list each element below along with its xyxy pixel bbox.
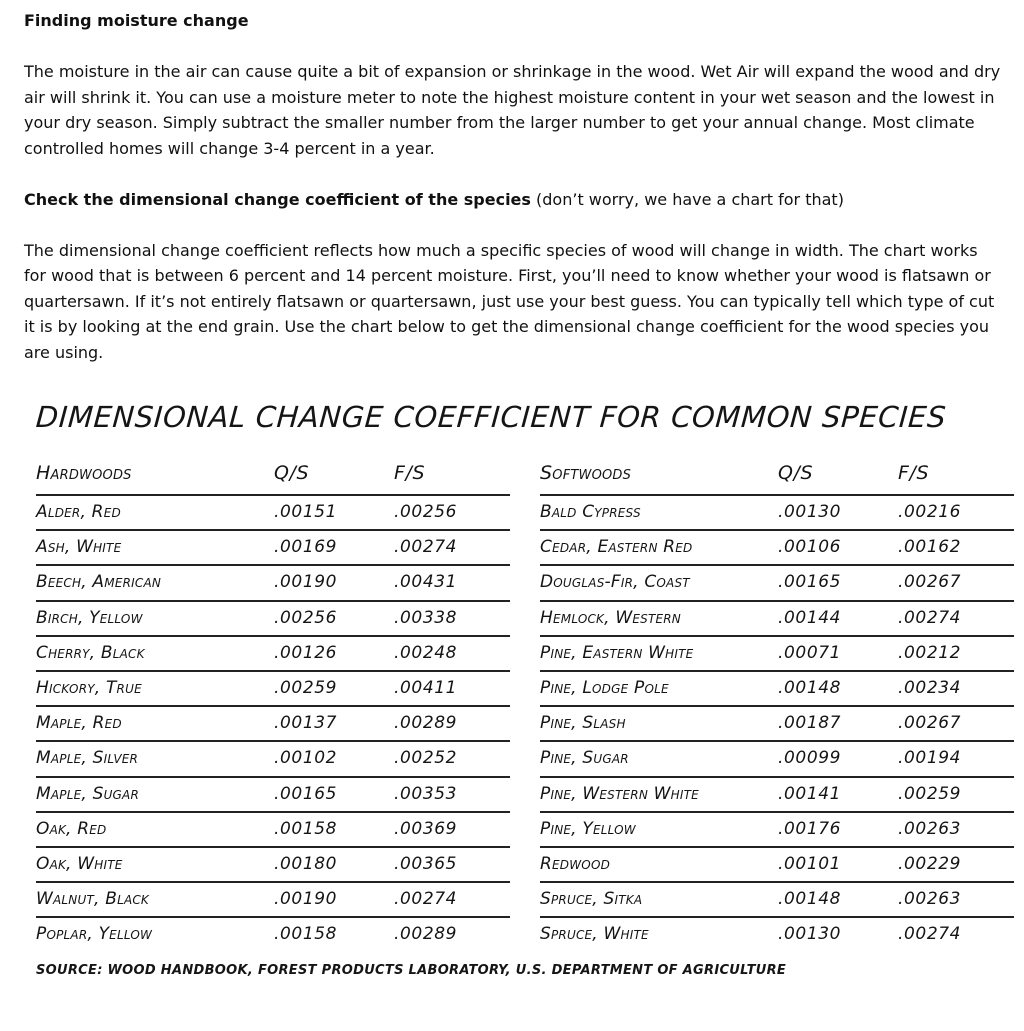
hardwoods-fs-value: .00289 bbox=[394, 924, 458, 945]
softwoods-row bbox=[540, 813, 1014, 848]
coefficient-chart bbox=[34, 396, 996, 978]
hardwoods-species-name: Maple, Silver bbox=[36, 748, 139, 769]
softwoods-row bbox=[540, 707, 1014, 742]
softwoods-species-name: Douglas-Fir, Coast bbox=[540, 572, 690, 593]
softwoods-qs-value: .00148 bbox=[778, 889, 842, 910]
hardwoods-qs-value: .00165 bbox=[274, 783, 338, 804]
softwoods-fs-value: .00259 bbox=[898, 783, 962, 804]
hardwoods-table bbox=[36, 458, 510, 953]
softwoods-species-name: Redwood bbox=[540, 853, 611, 874]
hardwoods-qs-value: .00158 bbox=[274, 818, 338, 839]
hardwoods-species-name: Poplar, Yellow bbox=[36, 924, 153, 945]
hardwoods-row bbox=[36, 496, 510, 531]
softwoods-qs-value: .00101 bbox=[778, 853, 842, 874]
hardwoods-fs-value: .00369 bbox=[394, 818, 458, 839]
hardwoods-fs-value: .00289 bbox=[394, 713, 458, 734]
hardwoods-species-name: Oak, White bbox=[36, 853, 123, 874]
hardwoods-row bbox=[36, 707, 510, 742]
softwoods-fs-value: .00212 bbox=[898, 642, 962, 663]
hardwoods-fs-value: .00338 bbox=[394, 607, 458, 628]
softwoods-row bbox=[540, 848, 1014, 883]
softwoods-species-name: Cedar, Eastern Red bbox=[540, 537, 693, 558]
hardwoods-row bbox=[36, 672, 510, 707]
softwoods-qs-value: .00148 bbox=[778, 677, 842, 698]
hardwoods-species-name: Hickory, True bbox=[36, 677, 142, 698]
softwoods-species-name: Spruce, Sitka bbox=[540, 889, 643, 910]
softwoods-species-name: Pine, Eastern White bbox=[540, 642, 694, 663]
section-heading: Finding moisture change bbox=[24, 11, 249, 30]
hardwoods-qs-value: .00190 bbox=[274, 889, 338, 910]
softwoods-qs-value: .00141 bbox=[778, 783, 842, 804]
hardwoods-qs-value: .00256 bbox=[274, 607, 338, 628]
softwoods-qs-value: .00176 bbox=[778, 818, 842, 839]
hardwoods-fs-value: .00274 bbox=[394, 537, 458, 558]
hardwoods-header-fs: F/S bbox=[394, 462, 426, 484]
softwoods-row bbox=[540, 531, 1014, 566]
softwoods-species-name: Pine, Lodge Pole bbox=[540, 677, 669, 698]
softwoods-qs-value: .00099 bbox=[778, 748, 842, 769]
hardwoods-row bbox=[36, 918, 510, 953]
hardwoods-qs-value: .00180 bbox=[274, 853, 338, 874]
hardwoods-header-qs: Q/S bbox=[274, 462, 310, 484]
hardwoods-species-name: Maple, Sugar bbox=[36, 783, 140, 804]
hardwoods-fs-value: .00274 bbox=[394, 889, 458, 910]
hardwoods-species-name: Birch, Yellow bbox=[36, 607, 143, 628]
softwoods-table bbox=[540, 458, 1014, 953]
coefficient-paragraph: The dimensional change coefficient reflects how much a specific species of wood will change in width. The chart works for wood that is between 6 percent and 14 percent moisture. First, you’ll need to know whether your wood is flatsawn or quartersawn. If it’s not entirely flatsawn or quartersawn, just use your best guess. You can typically tell which type of cut it is by looking at the end grain. Use the chart below to get the dimensional change coefficient for the wood species you are using. bbox=[24, 240, 995, 362]
softwoods-qs-value: .00187 bbox=[778, 713, 842, 734]
softwoods-row bbox=[540, 883, 1014, 918]
hardwoods-fs-value: .00365 bbox=[394, 853, 458, 874]
softwoods-qs-value: .00130 bbox=[778, 924, 842, 945]
hardwoods-row bbox=[36, 848, 510, 883]
hardwoods-fs-value: .00411 bbox=[394, 677, 458, 698]
softwoods-fs-value: .00229 bbox=[898, 853, 962, 874]
hardwoods-fs-value: .00256 bbox=[394, 502, 458, 522]
moisture-paragraph: The moisture in the air can cause quite a bit of expansion or shrinkage in the wood. Wet Air will expand the wood and dry air will shrink it. You can use a moisture meter to note the highest moisture content in your wet season and the lowest in your dry season. Simply subtract the smaller number from the larger number to get your annual change. Most climate controlled homes will change 3-4 percent in a year. bbox=[24, 62, 1001, 158]
hardwoods-qs-value: .00259 bbox=[274, 677, 338, 698]
hardwoods-fs-value: .00431 bbox=[394, 572, 458, 593]
hardwoods-header-row bbox=[36, 458, 510, 496]
softwoods-fs-value: .00162 bbox=[898, 537, 962, 558]
hardwoods-qs-value: .00190 bbox=[274, 572, 338, 593]
hardwoods-row bbox=[36, 778, 510, 813]
softwoods-fs-value: .00263 bbox=[898, 889, 962, 910]
softwoods-qs-value: .00130 bbox=[778, 502, 842, 522]
softwoods-row bbox=[540, 496, 1014, 531]
hardwoods-qs-value: .00137 bbox=[274, 713, 338, 734]
softwoods-row bbox=[540, 566, 1014, 601]
hardwoods-row bbox=[36, 637, 510, 672]
softwoods-species-name: Pine, Slash bbox=[540, 713, 626, 734]
softwoods-fs-value: .00194 bbox=[898, 748, 962, 769]
chart-source: SOURCE: WOOD HANDBOOK, FOREST PRODUCTS LABORATORY, U.S. DEPARTMENT OF AGRICULTURE bbox=[36, 963, 787, 978]
softwoods-species-name: Bald Cypress bbox=[540, 502, 641, 522]
hardwoods-row bbox=[36, 602, 510, 637]
softwoods-row bbox=[540, 742, 1014, 777]
softwoods-row bbox=[540, 918, 1014, 953]
softwoods-header-qs: Q/S bbox=[778, 462, 814, 484]
hardwoods-row bbox=[36, 883, 510, 918]
softwoods-species-name: Hemlock, Western bbox=[540, 607, 681, 628]
softwoods-row bbox=[540, 637, 1014, 672]
softwoods-header-row bbox=[540, 458, 1014, 496]
hardwoods-fs-value: .00252 bbox=[394, 748, 458, 769]
softwoods-fs-value: .00234 bbox=[898, 677, 962, 698]
hardwoods-row bbox=[36, 742, 510, 777]
hardwoods-species-name: Oak, Red bbox=[36, 818, 107, 839]
softwoods-fs-value: .00274 bbox=[898, 607, 962, 628]
hardwoods-fs-value: .00353 bbox=[394, 783, 458, 804]
softwoods-fs-value: .00263 bbox=[898, 818, 962, 839]
hardwoods-header-species: Hardwoods bbox=[36, 462, 132, 484]
softwoods-qs-value: .00144 bbox=[778, 607, 842, 628]
hardwoods-row bbox=[36, 813, 510, 848]
hardwoods-species-name: Cherry, Black bbox=[36, 642, 145, 663]
hardwoods-qs-value: .00151 bbox=[274, 502, 338, 522]
hardwoods-species-name: Maple, Red bbox=[36, 713, 122, 734]
chart-title: DIMENSIONAL CHANGE COEFFICIENT FOR COMMON SPECIES bbox=[34, 400, 948, 434]
article bbox=[24, 8, 1004, 391]
softwoods-species-name: Pine, Sugar bbox=[540, 748, 629, 769]
softwoods-header-species: Softwoods bbox=[540, 462, 632, 484]
softwoods-species-name: Spruce, White bbox=[540, 924, 649, 945]
hardwoods-species-name: Alder, Red bbox=[36, 502, 121, 522]
softwoods-qs-value: .00165 bbox=[778, 572, 842, 593]
softwoods-row bbox=[540, 602, 1014, 637]
hardwoods-species-name: Ash, White bbox=[36, 537, 122, 558]
softwoods-species-name: Pine, Yellow bbox=[540, 818, 636, 839]
softwoods-header-fs: F/S bbox=[898, 462, 930, 484]
softwoods-fs-value: .00267 bbox=[898, 572, 962, 593]
hardwoods-qs-value: .00102 bbox=[274, 748, 338, 769]
hardwoods-fs-value: .00248 bbox=[394, 642, 458, 663]
softwoods-row bbox=[540, 672, 1014, 707]
softwoods-fs-value: .00274 bbox=[898, 924, 962, 945]
softwoods-fs-value: .00216 bbox=[898, 502, 962, 522]
hardwoods-species-name: Walnut, Black bbox=[36, 889, 150, 910]
softwoods-species-name: Pine, Western White bbox=[540, 783, 699, 804]
softwoods-qs-value: .00106 bbox=[778, 537, 842, 558]
coefficient-intro-bold: Check the dimensional change coefficient of the species bbox=[24, 189, 531, 209]
hardwoods-species-name: Beech, American bbox=[36, 572, 162, 593]
hardwoods-qs-value: .00158 bbox=[274, 924, 338, 945]
coefficient-intro bbox=[24, 187, 1004, 213]
softwoods-row bbox=[540, 778, 1014, 813]
hardwoods-row bbox=[36, 531, 510, 566]
hardwoods-row bbox=[36, 566, 510, 601]
softwoods-qs-value: .00071 bbox=[778, 642, 842, 663]
coefficient-intro-rest: (don’t worry, we have a chart for that) bbox=[530, 189, 844, 209]
hardwoods-qs-value: .00126 bbox=[274, 642, 338, 663]
softwoods-fs-value: .00267 bbox=[898, 713, 962, 734]
hardwoods-qs-value: .00169 bbox=[274, 537, 338, 558]
